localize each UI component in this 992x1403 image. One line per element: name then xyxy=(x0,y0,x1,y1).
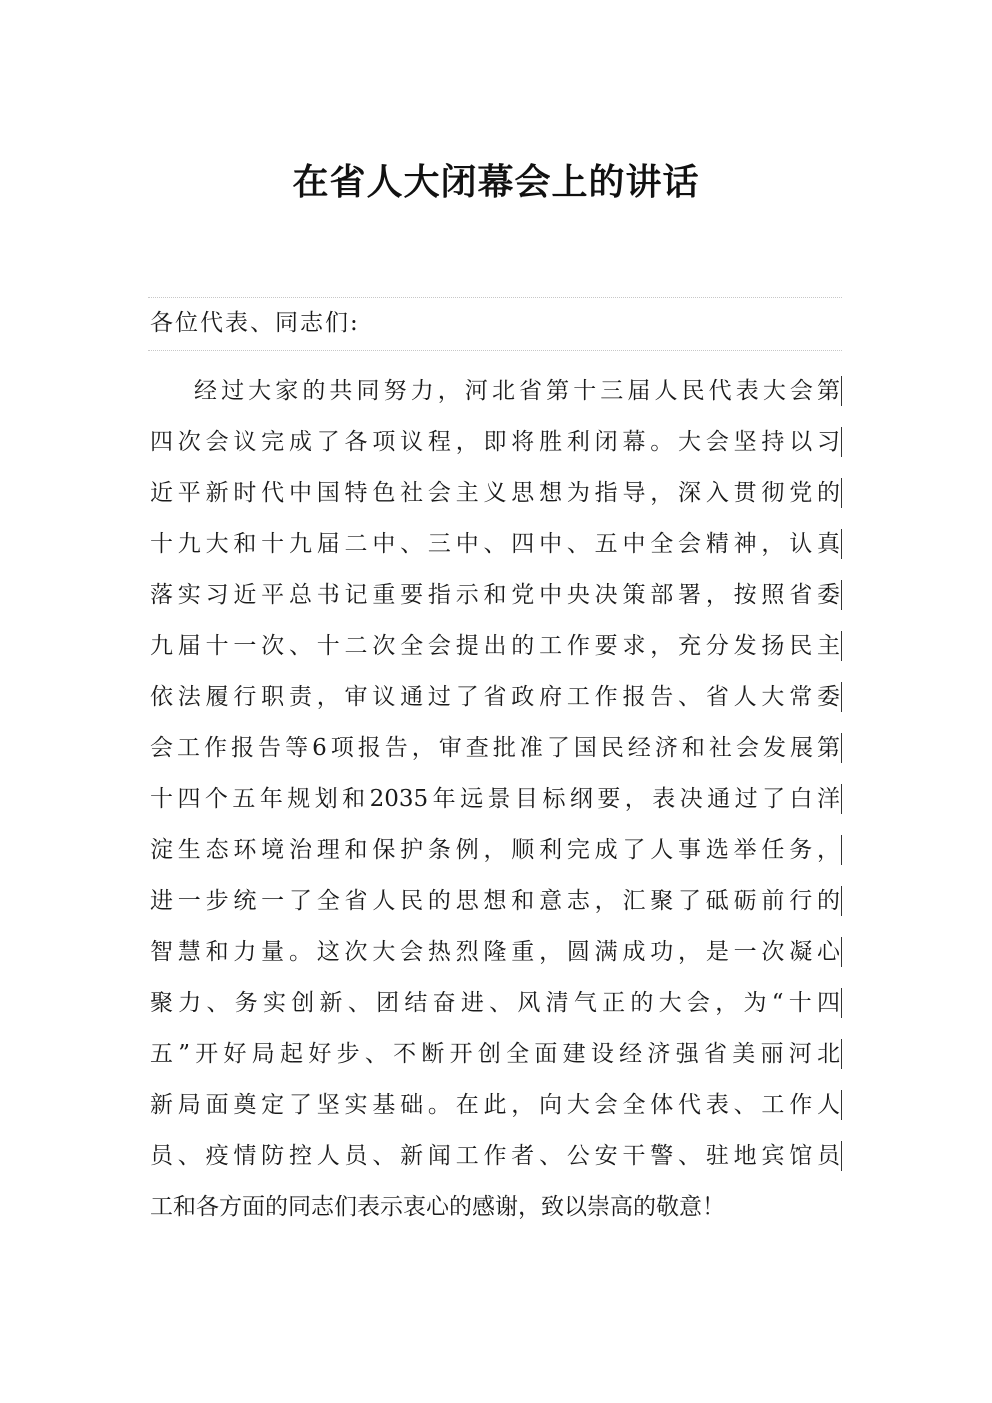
text-boundary-mark xyxy=(841,427,842,457)
text-boundary-mark xyxy=(841,1039,842,1069)
text-boundary-mark xyxy=(841,937,842,967)
paragraph-line: 落实习近平总书记重要指示和党中央决策部署，按照省委 xyxy=(150,582,840,608)
paragraph-line: 十九大和十九届二中、三中、四中、五中全会精神，认真 xyxy=(150,531,840,557)
text-boundary-mark xyxy=(841,580,842,610)
text-boundary-mark xyxy=(841,886,842,916)
paragraph-line: 经过大家的共同努力，河北省第十三届人民代表大会第 xyxy=(194,378,840,404)
paragraph-line: 十四个五年规划和2035年远景目标纲要，表决通过了白洋 xyxy=(150,786,840,812)
paragraph-line: 会工作报告等6项报告，审查批准了国民经济和社会发展第 xyxy=(150,735,840,761)
paragraph-line: 智慧和力量。这次大会热烈隆重，圆满成功，是一次凝心 xyxy=(150,939,840,965)
text-boundary-mark xyxy=(841,682,842,712)
paragraph-line: 依法履行职责，审议通过了省政府工作报告、省人大常委 xyxy=(150,684,840,710)
paragraph-line: 淀生态环境治理和保护条例，顺利完成了人事选举任务， xyxy=(150,837,840,863)
text-boundary-mark xyxy=(841,733,842,763)
paragraph-line: 员、疫情防控人员、新闻工作者、公安干警、驻地宾馆员 xyxy=(150,1143,840,1169)
paragraph-line: 近平新时代中国特色社会主义思想为指导，深入贯彻党的 xyxy=(150,480,840,506)
paragraph-line: 五”开好局起好步、不断开创全面建设经济强省美丽河北 xyxy=(150,1041,840,1067)
text-boundary-mark xyxy=(841,1090,842,1120)
paragraph-line: 新局面奠定了坚实基础。在此，向大会全体代表、工作人 xyxy=(150,1092,840,1118)
text-boundary-mark xyxy=(841,784,842,814)
paragraph-line: 工和各方面的同志们表示衷心的感谢，致以崇高的敬意！ xyxy=(150,1194,725,1220)
text-boundary-mark xyxy=(841,529,842,559)
text-boundary-mark xyxy=(841,1141,842,1171)
paragraph-line: 聚力、务实创新、团结奋进、风清气正的大会，为“十四 xyxy=(150,990,840,1016)
document-title: 在省人大闭幕会上的讲话 xyxy=(292,161,700,203)
text-boundary-mark xyxy=(841,631,842,661)
paragraph-line: 进一步统一了全省人民的思想和意志，汇聚了砥砺前行的 xyxy=(150,888,840,914)
text-boundary-mark xyxy=(841,988,842,1018)
text-boundary-mark xyxy=(841,376,842,406)
paragraph-line: 四次会议完成了各项议程，即将胜利闭幕。大会坚持以习 xyxy=(150,429,840,455)
paragraph-line: 九届十一次、十二次全会提出的工作要求，充分发扬民主 xyxy=(150,633,840,659)
body-paragraph xyxy=(150,368,844,1235)
salutation: 各位代表、同志们: xyxy=(150,310,360,336)
text-boundary-mark xyxy=(841,835,842,865)
text-boundary-mark xyxy=(841,478,842,508)
